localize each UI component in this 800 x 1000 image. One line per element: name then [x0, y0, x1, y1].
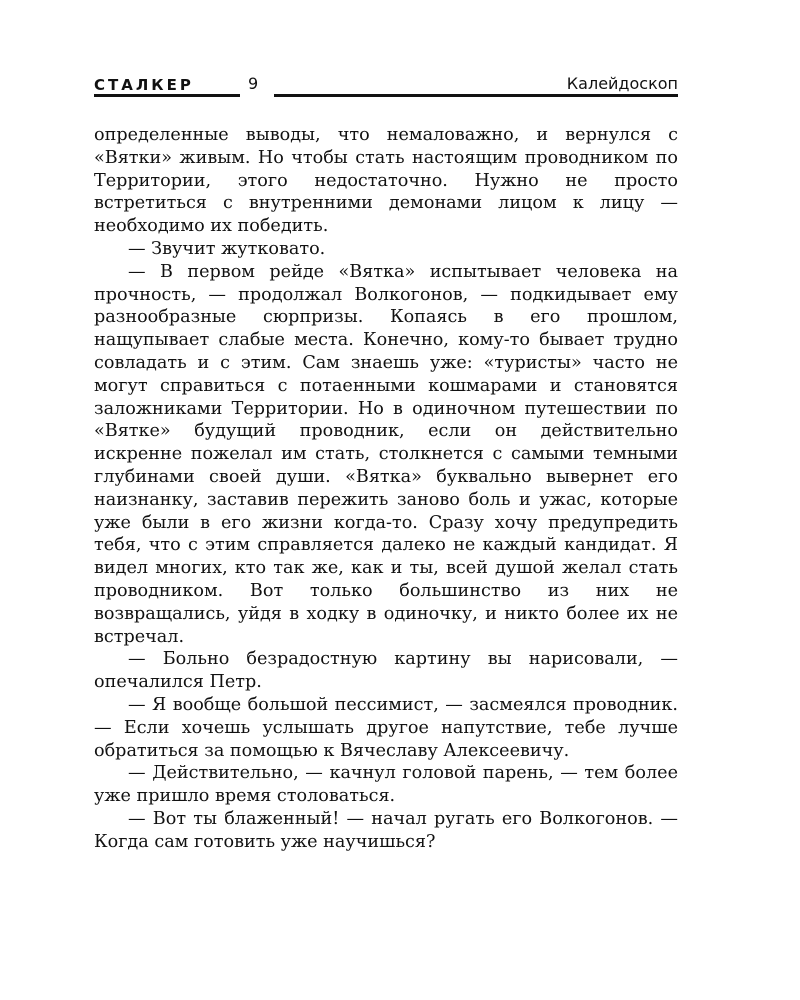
- chapter-title: Калейдоскоп: [566, 74, 678, 93]
- paragraph: — Я вообще большой пессимист, — засмеялся проводник. — Если хочешь услышать другое напутствие, тебе лучше обратиться за помощью к Вячеславу Алексеевичу.: [94, 694, 678, 761]
- header-rule-left: [94, 94, 240, 97]
- paragraph: — Больно безрадостную картину вы нарисовали, — опечалился Петр.: [94, 649, 678, 693]
- header-rule-right: [274, 94, 678, 97]
- series-title: СТАЛКЕР: [94, 76, 194, 94]
- paragraph: — В первом рейде «Вятка» испытывает человека на прочность, — продолжал Волкогонов, — подкидывает ему разнообразные сюрпризы. Копаясь в его прошлом, нащупывает слабые места. Конечно, кому-то бывает трудно совладать и с этим. Сам знаешь уже: «туристы» часто не могут справиться с потаенными кошмарами и становятся заложниками Территории. Но в одиночном путешествии по «Вятке» будущий проводник, если он действительно искренне пожелал им стать, столкнется с самыми темными глубинами своей души. «Вятка» буквально вывернет его наизнанку, заставив пережить заново боль и ужас, которые уже были в его жизни когда-то. Сразу хочу предупредить тебя, что с этим справляется далеко не каждый кандидат. Я видел многих, кто так же, как и ты, всей душой желал стать проводником. Вот только большинство из них не возвращались, уйдя в ходку в одиночку, и никто более их не встречал.: [94, 261, 678, 647]
- page-header: [94, 70, 678, 100]
- paragraph: — Звучит жутковато.: [128, 238, 326, 259]
- body-text: [94, 124, 678, 854]
- paragraph: определенные выводы, что немаловажно, и вернулся с «Вятки» живым. Но чтобы стать настоящим проводником по Территории, этого недостаточно. Нужно не просто встретиться с внутренними демонами лицом к лицу — необходимо их победить.: [94, 125, 678, 237]
- paragraph: — Вот ты блаженный! — начал ругать его Волкогонов. — Когда сам готовить уже научишься?: [94, 808, 678, 852]
- page-number: 9: [248, 74, 259, 93]
- paragraph: — Действительно, — качнул головой парень, — тем более уже пришло время столоваться.: [94, 763, 678, 807]
